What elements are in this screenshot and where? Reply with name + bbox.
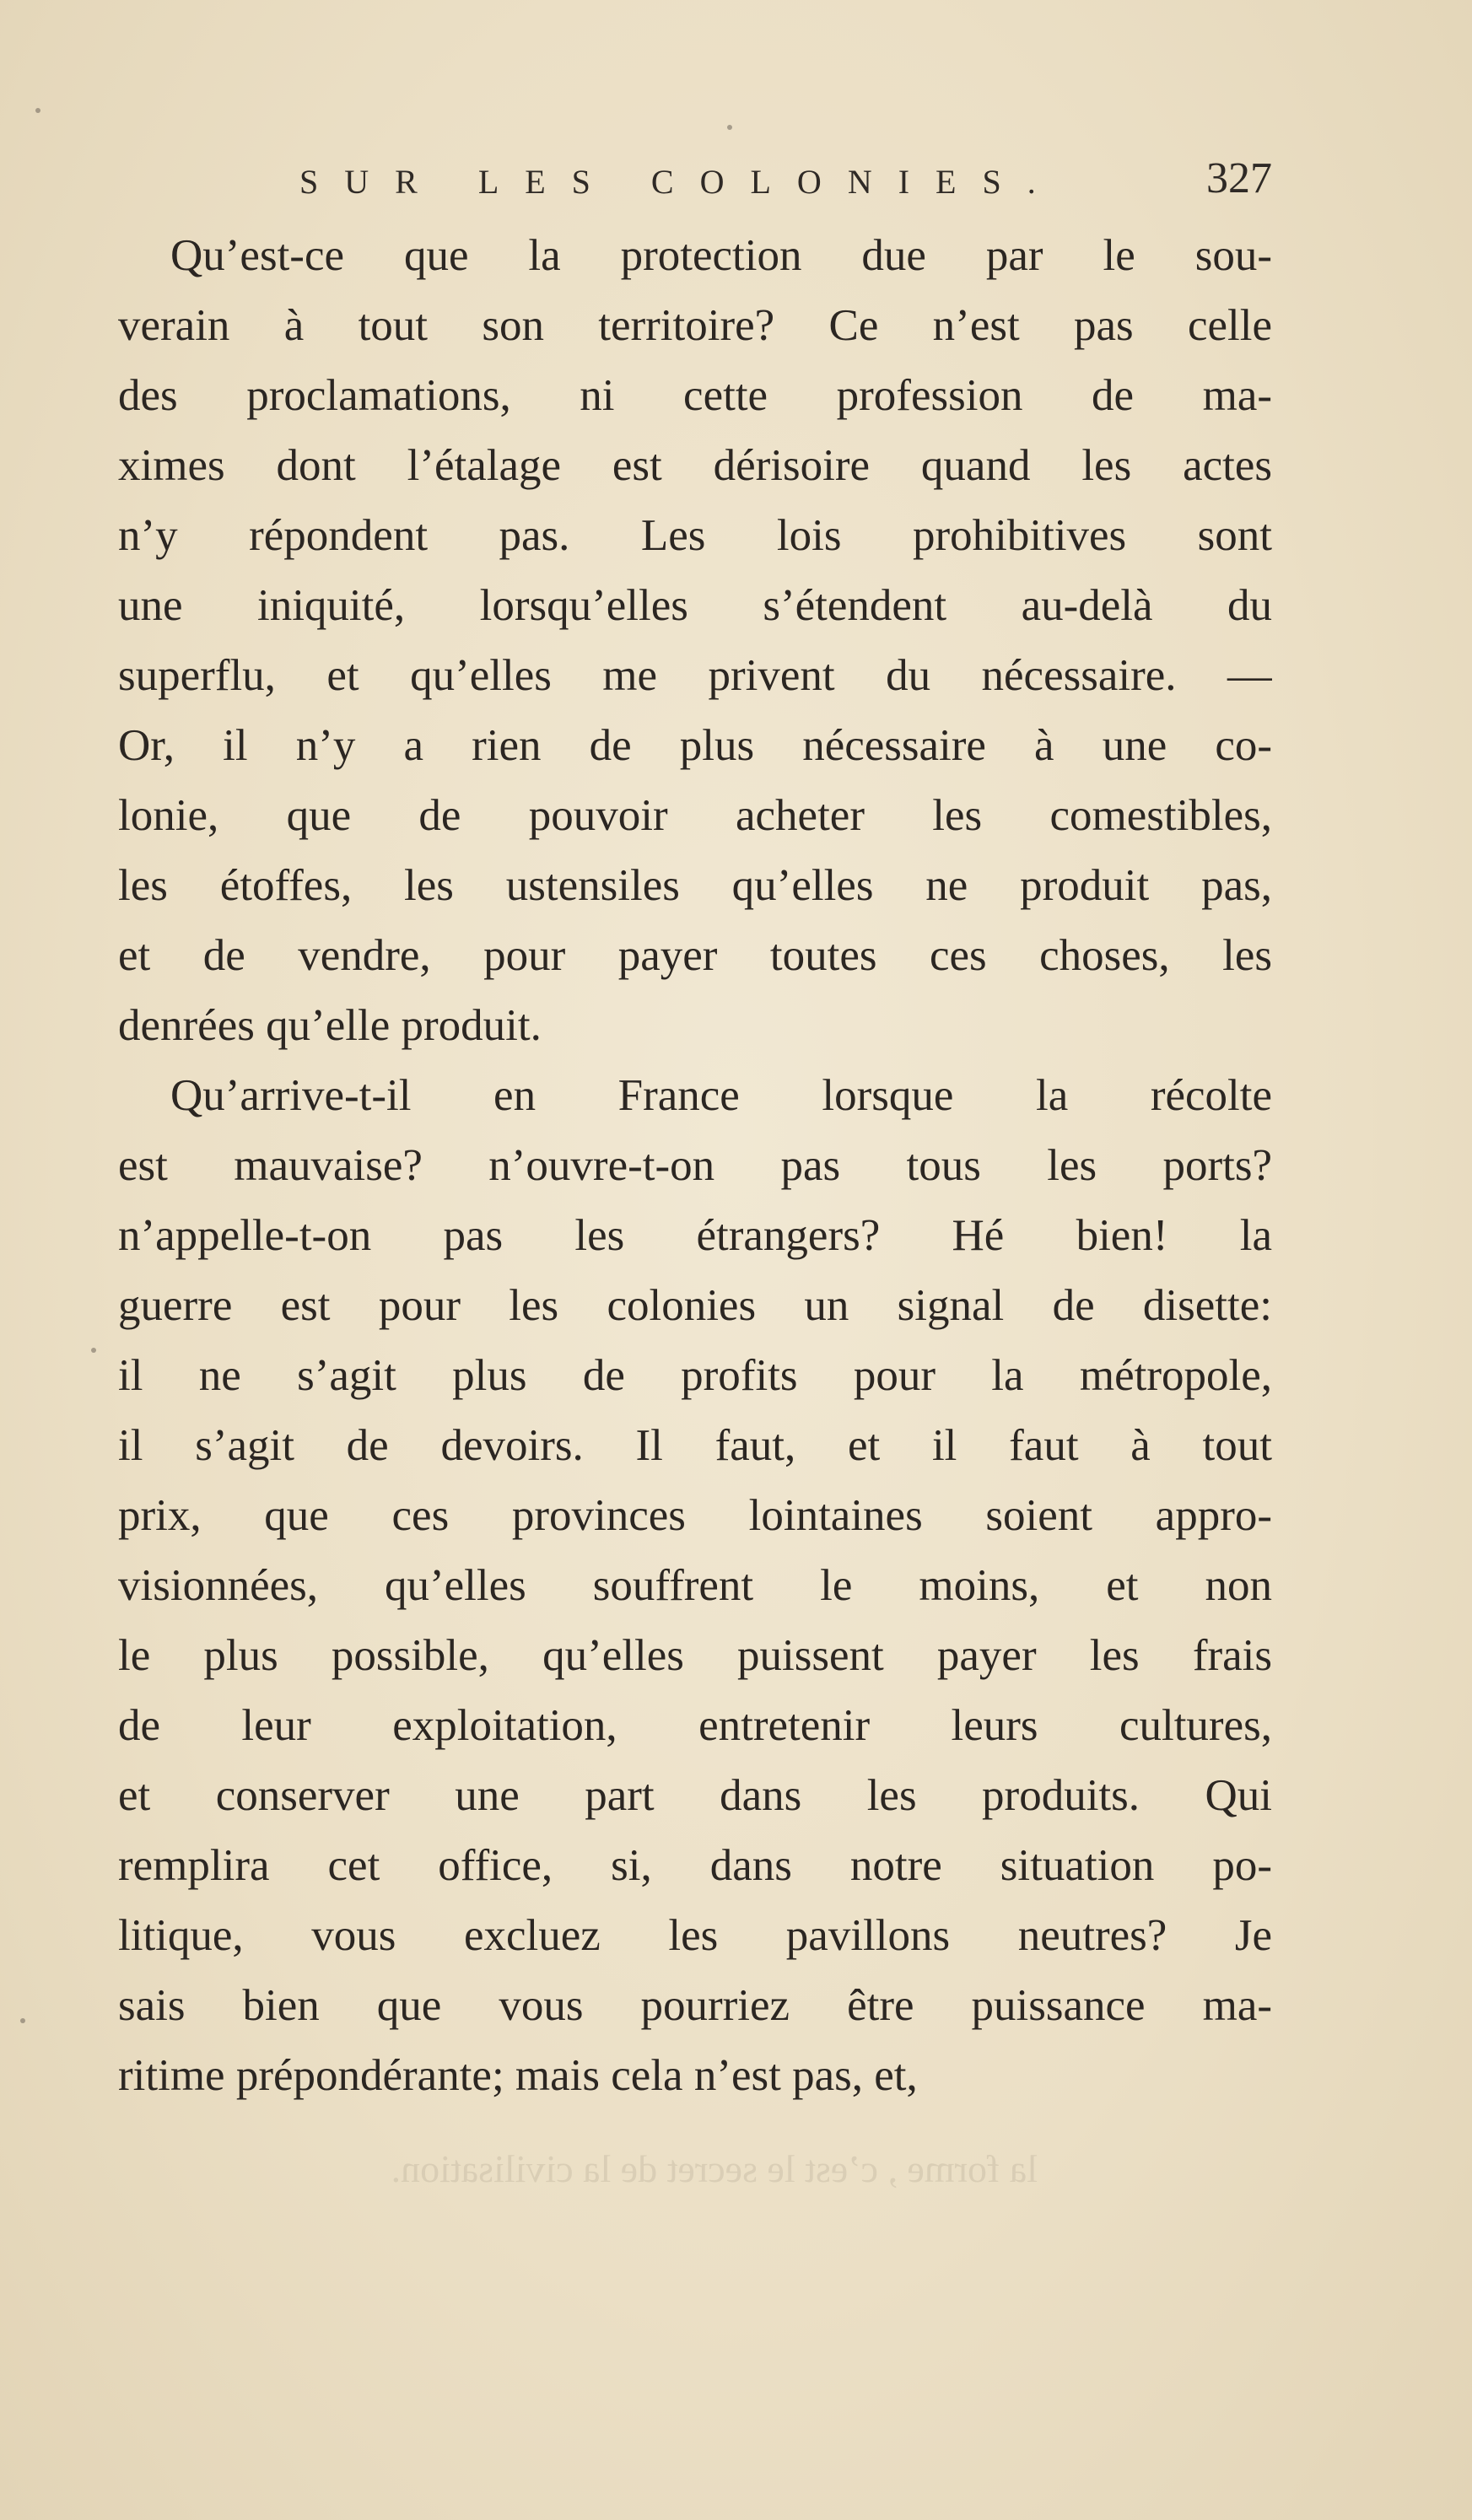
text-line: verain à tout son territoire? Ce n’est pas celle xyxy=(118,301,1272,350)
text-line: prix, que ces provinces lointaines soient appro- xyxy=(118,1491,1272,1540)
text-line: ritime prépondérante; mais cela n’est pas, et, xyxy=(118,2051,918,2100)
show-through-text: la forme , c’est le secret de la civilisation. xyxy=(391,2147,1038,2190)
text-line: n’y répondent pas. Les lois prohibitives sont xyxy=(118,511,1272,560)
text-line: sais bien que vous pourriez être puissance ma- xyxy=(118,1981,1272,2030)
text-line: le plus possible, qu’elles puissent payer les frais xyxy=(118,1631,1272,1680)
text-line: n’appelle-t-on pas les étrangers? Hé bien! la xyxy=(118,1211,1272,1260)
body-text xyxy=(118,221,1272,2111)
text-line: et de vendre, pour payer toutes ces choses, les xyxy=(118,931,1272,980)
ink-speck xyxy=(91,1348,96,1353)
text-line: une iniquité, lorsqu’elles s’étendent au-delà du xyxy=(118,581,1272,630)
text-line: ximes dont l’étalage est dérisoire quand les actes xyxy=(118,441,1272,490)
text-line: denrées qu’elle produit. xyxy=(118,1001,542,1050)
text-line: remplira cet office, si, dans notre situation po- xyxy=(118,1841,1272,1890)
text-line: il s’agit de devoirs. Il faut, et il faut à tout xyxy=(118,1421,1272,1470)
ink-speck xyxy=(727,125,732,130)
text-line: est mauvaise? n’ouvre-t-on pas tous les ports? xyxy=(118,1141,1272,1190)
running-head xyxy=(118,154,1272,218)
text-line: visionnées, qu’elles souffrent le moins, et non xyxy=(118,1561,1272,1610)
text-line: et conserver une part dans les produits. Qui xyxy=(118,1771,1272,1820)
text-line: Or, il n’y a rien de plus nécessaire à une co- xyxy=(118,721,1272,770)
ink-speck xyxy=(35,108,40,113)
paragraph-1 xyxy=(118,221,1272,1061)
text-line: de leur exploitation, entretenir leurs cultures, xyxy=(118,1701,1272,1750)
text-line: Qu’arrive-t-il en France lorsque la récolte xyxy=(170,1071,1272,1120)
text-line: Qu’est-ce que la protection due par le sou- xyxy=(170,231,1272,280)
text-line: superflu, et qu’elles me privent du nécessaire. — xyxy=(118,651,1272,700)
ink-speck xyxy=(20,2018,25,2023)
text-line: litique, vous excluez les pavillons neutres? Je xyxy=(118,1911,1272,1960)
text-line: guerre est pour les colonies un signal de disette: xyxy=(118,1281,1272,1330)
text-line: lonie, que de pouvoir acheter les comestibles, xyxy=(118,791,1272,840)
page-number: 327 xyxy=(1206,154,1272,202)
text-line: il ne s’agit plus de profits pour la métropole, xyxy=(118,1351,1272,1400)
paragraph-2 xyxy=(118,1061,1272,2111)
running-title: SUR LES COLONIES. xyxy=(299,163,1062,201)
text-line: les étoffes, les ustensiles qu’elles ne produit pas, xyxy=(118,861,1272,910)
text-line: des proclamations, ni cette profession de ma- xyxy=(118,371,1272,420)
